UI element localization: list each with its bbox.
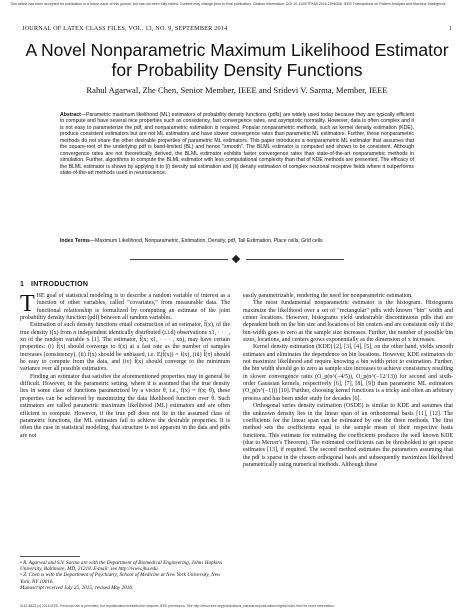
running-head xyxy=(22,25,452,32)
section-title: INTRODUCTION xyxy=(30,281,89,288)
publication-notice: This article has been accepted for publication in a future issue of this journal, but has not been fully edited. Content may change prior to final publication. Citation information: DOI 10.1109/TPAMI.2016.2598308, IEEE Transactions on Pattern Analysis and Machine Intelligence xyxy=(10,2,446,6)
abstract-label: Abstract xyxy=(60,112,81,118)
section-divider xyxy=(130,255,344,265)
paragraph-text: HE goal of statistical modeling is to describe a random variable of interest as a function of other variables, called "covariates," from measurable data. The functional relationship is formalized by computing an estimate of the joint probability density function (pdf) between all random variables. xyxy=(20,293,230,322)
divider-line-right xyxy=(246,259,344,260)
intro-paragraph xyxy=(20,293,230,322)
footnote-affiliation-2: • Z. Chen is with the Department of Psychiatry, School of Medicine at New York University, New York, NY 10016. xyxy=(20,572,221,585)
footnote-rule xyxy=(20,556,80,557)
footnotes xyxy=(20,556,230,591)
diamond-ornament-icon xyxy=(232,255,240,263)
index-terms xyxy=(60,238,414,244)
body-paragraph: Orthogonal series density estimation (OSDE) is similar to KDE and assumes that the unknown density lies in the linear span of an orthonormal basis [11], [12]. The coefficients for the linear span can be estimated by one the three methods. The first method sets the coefficients equal to the sample mean of their respective basis functions. This estimate for estimating the coefficients produces the well known KDE (due to Mercer's Theorem). The estimated coefficients can be thresholded to get sparse estimates [13], if required. The second method estimates the parameters assuming that the pdf is sparse in the chosen orthogonal basis and subsequently maximizes likelihood parametrically using numerical methods. Although these xyxy=(243,403,453,468)
page-number: 1 xyxy=(448,25,452,32)
copyright-footer: 0162-8828 (c) 2016 IEEE. Personal use is permitted, but republication/redistribution requires IEEE permission. See http://www.ieee.org/publications_standards/publications/rights/index.html for more information. xyxy=(20,604,335,608)
abstract xyxy=(60,112,414,177)
divider-line-left xyxy=(130,259,228,260)
left-column xyxy=(20,293,230,440)
paper-title: A Novel Nonparametric Maximum Likelihood Estimator for Probability Density Functions xyxy=(25,40,449,80)
drop-cap: T xyxy=(20,291,35,317)
index-terms-text: —Maximum Likelihood, Nonparametric, Estimation, Density, pdf, Tail Estimation, Place cells, Grid cells xyxy=(89,238,323,244)
body-paragraph: Estimation of such density functions entail construction of an estimator, f̂(x), of the true density f(x) from n independent identically distributed (i.i.d) observations x1, · · · , xn of the random variable x [1]. The estimator, f̂(x; x1, · · · , xn), may have certain properties: (i) f̂(x) should converge to f(x) at a fast rate as the number of samples increases (consistency), (ii) f̂(x) should be unbiased, i.e. E(f̂(x)) = f(x), (iii) f̂(x) should be easy to compute from the data, and (iv) f̂(x) should converge to the minimum variance over all possible estimators. xyxy=(20,322,230,373)
body-paragraph: Finding an estimator that satisfies the aforementioned properties may in general be difficult. However, in the parametric setting, where it is assumed that the true density lies in some class of functions parametrized by a vector θ, i.e., f(x) = f(x; θ), these properties can be achieved by maximizing the data likelihood function over θ. Such estimators are called parametric maximum likelihood (ML) estimators and are often efficient to compute. However, if the true pdf does not lie in the assumed class of parametric functions, the ML estimates fail to achieve the desirable properties. It is often the case in statistical modeling, that structure is not apparent in the data and pdfs are not xyxy=(20,373,230,439)
manuscript-date: Manuscript received July 25, 2015; revised May 2016. xyxy=(20,584,134,591)
body-paragraph: Kernel density estimation (KDE) [2], [3], [4], [5], on the other hand, yields smooth estimates and eliminates the dependence on bin locations. However, KDE estimators do not maximize likelihood and require knowing a bin width prior to estimation. Further, the bin width should go to zero as sample size increases to achieve consistency resulting in slower convergence rates (O_p(n^(−4/5)), O_p(n^(−12/13)) for second and sixth-order Gaussian kernels, respectively [6], [7], [8], [9]) than parametric ML estimators (O_p(n^(−1))) [10]. Further, choosing kernel functions is a tricky and often an arbitrary process and has been under study for decades [6]. xyxy=(243,344,453,402)
author-list: Rahul Agarwal, Zhe Chen, Senior Member, IEEE and Sridevi V. Sarma, Member, IEEE xyxy=(86,85,388,95)
abstract-text: —Parametric maximum likelihood (ML) estimators of probability density functions (pdfs) are widely used today because they are typically efficient to compute and have several nice properties such as consistency, fast convergence rates, and asymptotic normality. However, data is often complex and it is not easy to parameterize the pdf, and nonparametric estimation is required. Popular nonparametric methods, such as kernel density estimation (KDE), produce consistent estimators but are not ML estimators and have slower convergence rates than parametric ML estimators. Further, these nonparametric methods do not share the other desirable properties of parametric ML estimators. This paper introduces a nonparametric ML estimator that assumes that the square-root of the underlying pdf is band-limited (BL) and hence "smooth". The BLML estimator is computed and shown to be consistent. Although convergence rates are not theoretically derived, the BLML estimator exhibits faster convergence rates than state-of-the-art nonparametric methods in simulation. Further, algorithms to compute the BLML estimator with less computational complexity than that of KDE methods are presented. The efficacy of the BLML estimator is shown by applying it to (i) density tail estimation and (ii) density estimation of complex neuronal receptive fields where it outperforms state-of-the-art methods used in neuroscience. xyxy=(60,112,414,177)
journal-name: JOURNAL OF LATEX CLASS FILES, VOL. 13, NO. 9, SEPTEMBER 2014 xyxy=(22,25,228,32)
section-heading xyxy=(20,281,88,288)
index-terms-label: Index Terms xyxy=(60,238,90,244)
body-paragraph: The most fundamental nonparametric estimator is the histogram. Histograms maximize the likelihood over a set of "rectangular" pdfs with known "bin" width and center locations. However, histograms yield undesirable discontinuous pdfs that are dependent both on the bin size and locations of bin centers and are consistent only if the bin-width goes to zero as the sample size increases. Further, the number of possible bin sizes, locations, and centers grows exponentially as the dimension of x increases. xyxy=(243,300,453,344)
section-number: 1 xyxy=(20,281,25,288)
body-paragraph: easily parametrizable, rendering the need for nonparametric estimation. xyxy=(243,293,413,299)
right-column xyxy=(243,293,453,469)
footnote-affiliation-1: • R. Agarwal and S.V. Sarma are with the Department of Biomedical Engineering, Johns Hopkins University, Baltimore, MD, 21218. E-mail: see http://www.jhu.edu xyxy=(20,560,223,573)
